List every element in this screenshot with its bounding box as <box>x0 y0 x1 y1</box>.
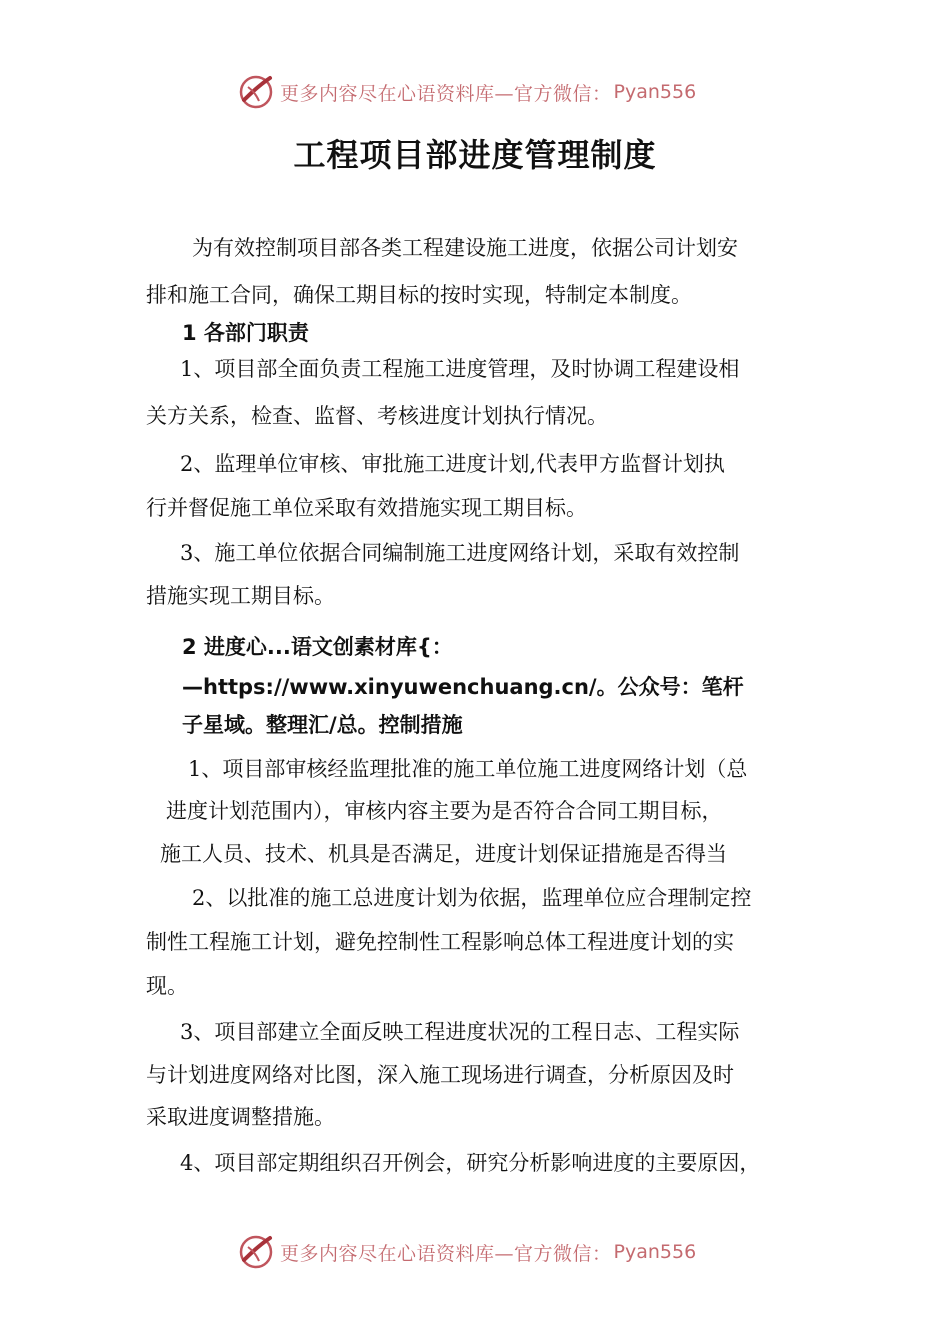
watermark-text: 更多内容尽在心语资料库—官方微信： <box>280 82 612 105</box>
section-2-heading-line-3: 子星域。整理汇/总。控制措施 <box>182 713 463 737</box>
s2-item-1-line-1: 1、项目部审核经监理批准的施工单位施工进度网络计划（总 <box>188 757 748 781</box>
s1-item-2-line-2: 行并督促施工单位采取有效措施实现工期目标。 <box>146 496 587 520</box>
s2-item-4-line-1: 4、项目部定期组织召开例会，研究分析影响进度的主要原因， <box>180 1151 761 1175</box>
brush-logo-icon <box>238 1234 274 1270</box>
s1-item-3-line-1: 3、施工单位依据合同编制施工进度网络计划，采取有效控制 <box>180 541 740 565</box>
section-2-heading-line-2: —https://www.xinyuwenchuang.cn/。公众号：笔杆 <box>182 675 744 699</box>
watermark-wechat-id: Pyan556 <box>613 81 697 103</box>
watermark-wechat-id: Pyan556 <box>613 1241 697 1263</box>
s1-item-3-line-2: 措施实现工期目标。 <box>146 584 335 608</box>
s2-item-3-line-2: 与计划进度网络对比图，深入施工现场进行调查，分析原因及时 <box>146 1063 734 1087</box>
s2-item-3-line-3: 采取进度调整措施。 <box>146 1105 335 1129</box>
intro-line-1: 为有效控制项目部各类工程建设施工进度，依据公司计划安 <box>192 236 738 260</box>
s1-item-1-line-2: 关方关系，检查、监督、考核进度计划执行情况。 <box>146 404 608 428</box>
document-title: 工程项目部进度管理制度 <box>293 136 657 174</box>
s2-item-2-line-2: 制性工程施工计划，避免控制性工程影响总体工程进度计划的实 <box>146 930 734 954</box>
s1-item-1-line-1: 1、项目部全面负责工程施工进度管理，及时协调工程建设相 <box>180 357 740 381</box>
brush-logo-icon <box>238 74 274 110</box>
section-1-heading: 1 各部门职责 <box>182 321 309 345</box>
s2-item-3-line-1: 3、项目部建立全面反映工程进度状况的工程日志、工程实际 <box>180 1020 740 1044</box>
s2-item-1-line-2: 进度计划范围内），审核内容主要为是否符合合同工期目标， <box>166 799 723 823</box>
intro-line-2: 排和施工合同，确保工期目标的按时实现，特制定本制度。 <box>146 283 692 307</box>
section-2-heading-line-1: 2 进度心...语文创素材库{： <box>182 635 453 659</box>
watermark-banner-top <box>238 74 696 110</box>
s2-item-2-line-1: 2、以批准的施工总进度计划为依据，监理单位应合理制定控 <box>192 886 752 910</box>
watermark-banner-bottom <box>238 1234 696 1270</box>
watermark-text: 更多内容尽在心语资料库—官方微信： <box>280 1242 612 1265</box>
s1-item-2-line-1: 2、监理单位审核、审批施工进度计划,代表甲方监督计划执 <box>180 452 726 476</box>
s2-item-1-line-3: 施工人员、技术、机具是否满足，进度计划保证措施是否得当 <box>160 842 727 866</box>
s2-item-2-line-3: 现。 <box>146 974 188 998</box>
